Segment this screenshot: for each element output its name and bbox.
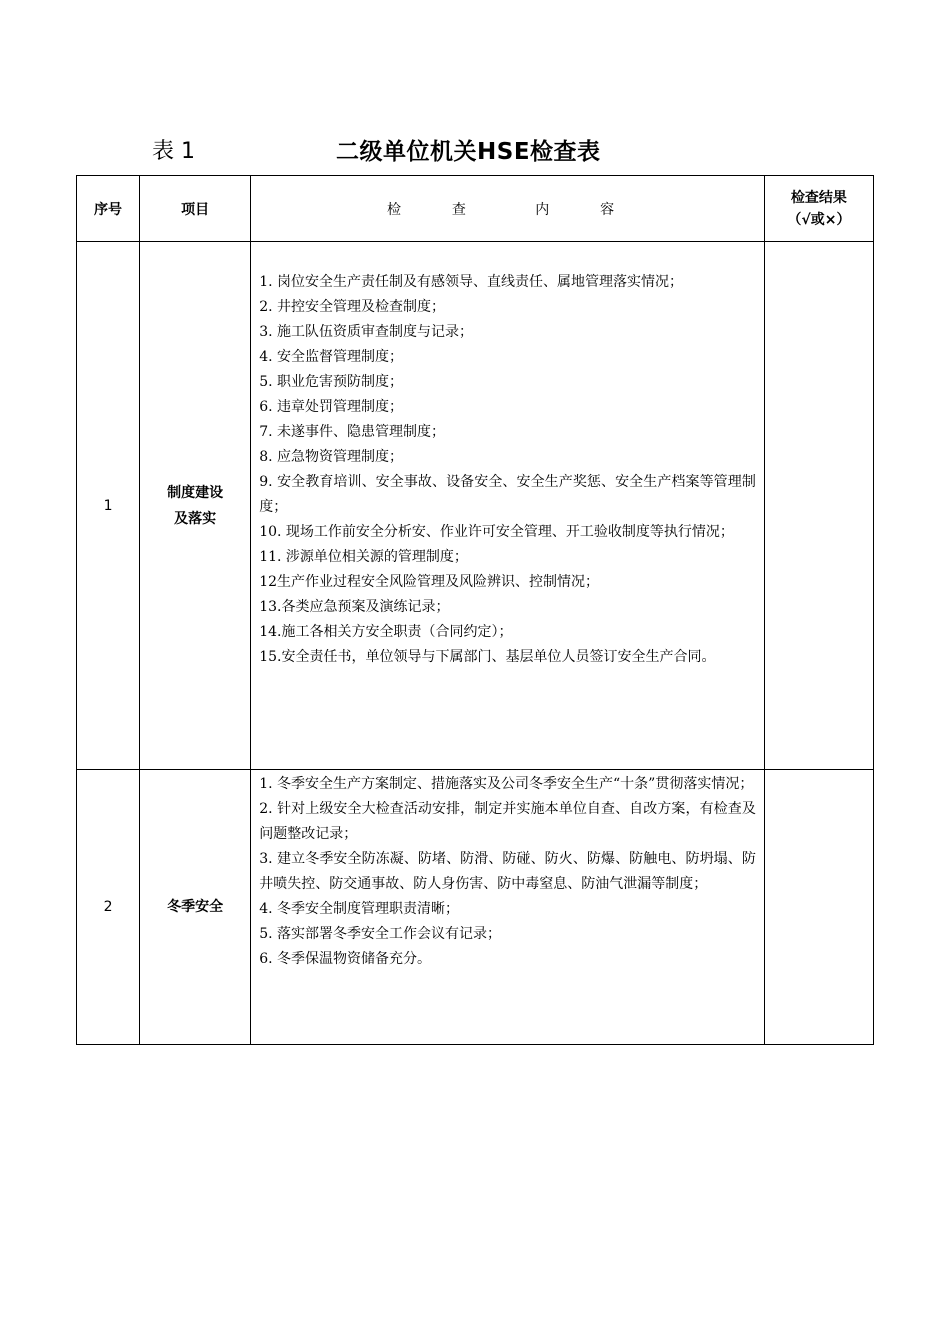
row-item-line2: 及落实 xyxy=(174,510,217,527)
row-content xyxy=(251,242,765,770)
content-line: 4. 安全监督管理制度； xyxy=(259,349,404,365)
content-line: 6. 违章处罚管理制度； xyxy=(259,399,404,415)
header-item: 项目 xyxy=(140,176,251,242)
row-item xyxy=(140,242,251,770)
table-row xyxy=(77,242,874,770)
row-result-cell[interactable] xyxy=(764,770,873,1045)
row-item-line1: 制度建设 xyxy=(167,484,224,501)
page-title: 二级单位机关HSE检查表 xyxy=(336,139,601,165)
header-result xyxy=(764,176,873,242)
row-content xyxy=(251,770,765,1045)
content-line: 11. 涉源单位相关源的管理制度； xyxy=(259,549,468,565)
content-line: 10. 现场工作前安全分析安、作业许可安全管理、开工验收制度等执行情况； xyxy=(259,524,734,540)
row-number: 2 xyxy=(77,770,140,1045)
inspection-table xyxy=(76,175,874,1045)
content-line: 9. 安全教育培训、安全事故、设备安全、安全生产奖惩、安全生产档案等管理制度； xyxy=(259,474,756,515)
content-line: 4. 冬季安全制度管理职责清晰； xyxy=(259,901,460,917)
table-number-label: 表 1 xyxy=(152,139,195,164)
content-line: 7. 未遂事件、隐患管理制度； xyxy=(259,424,446,440)
content-line: 3. 建立冬季安全防冻凝、防堵、防滑、防碰、防火、防爆、防触电、防坍塌、防井喷失控、防交通事故、防人身伤害、防中毒窒息、防油气泄漏等制度； xyxy=(259,851,756,892)
content-line: 13.各类应急预案及演练记录； xyxy=(259,599,450,615)
table-header-row xyxy=(77,176,874,242)
content-line: 8. 应急物资管理制度； xyxy=(259,449,404,465)
row-result-cell[interactable] xyxy=(764,242,873,770)
header-no: 序号 xyxy=(77,176,140,242)
content-line: 3. 施工队伍资质审查制度与记录； xyxy=(259,324,474,340)
content-line: 14.施工各相关方安全职责（合同约定）； xyxy=(259,624,513,640)
content-line: 15.安全责任书，单位领导与下属部门、基层单位人员签订安全生产合同。 xyxy=(259,649,716,665)
title-row xyxy=(0,134,950,170)
row-item-line1: 冬季安全 xyxy=(167,899,224,915)
header-result-line1: 检查结果 xyxy=(790,189,847,206)
content-line: 5. 职业危害预防制度； xyxy=(259,374,404,390)
content-line: 12生产作业过程安全风险管理及风险辨识、控制情况； xyxy=(259,574,600,590)
row-number: 1 xyxy=(77,242,140,770)
content-line: 2. 针对上级安全大检查活动安排，制定并实施本单位自查、自改方案，有检查及问题整改记录； xyxy=(259,801,756,842)
content-line: 6. 冬季保温物资储备充分。 xyxy=(259,951,432,967)
table-row xyxy=(77,770,874,1045)
header-content: 检 查 内 容 xyxy=(251,176,765,242)
content-line: 1. 岗位安全生产责任制及有感领导、直线责任、属地管理落实情况； xyxy=(259,274,684,290)
header-result-line2: （√或×） xyxy=(787,211,851,228)
row-item xyxy=(140,770,251,1045)
content-line: 2. 井控安全管理及检查制度； xyxy=(259,299,446,315)
content-line: 5. 落实部署冬季安全工作会议有记录； xyxy=(259,926,502,942)
content-line: 1. 冬季安全生产方案制定、措施落实及公司冬季安全生产“十条”贯彻落实情况； xyxy=(259,776,754,792)
